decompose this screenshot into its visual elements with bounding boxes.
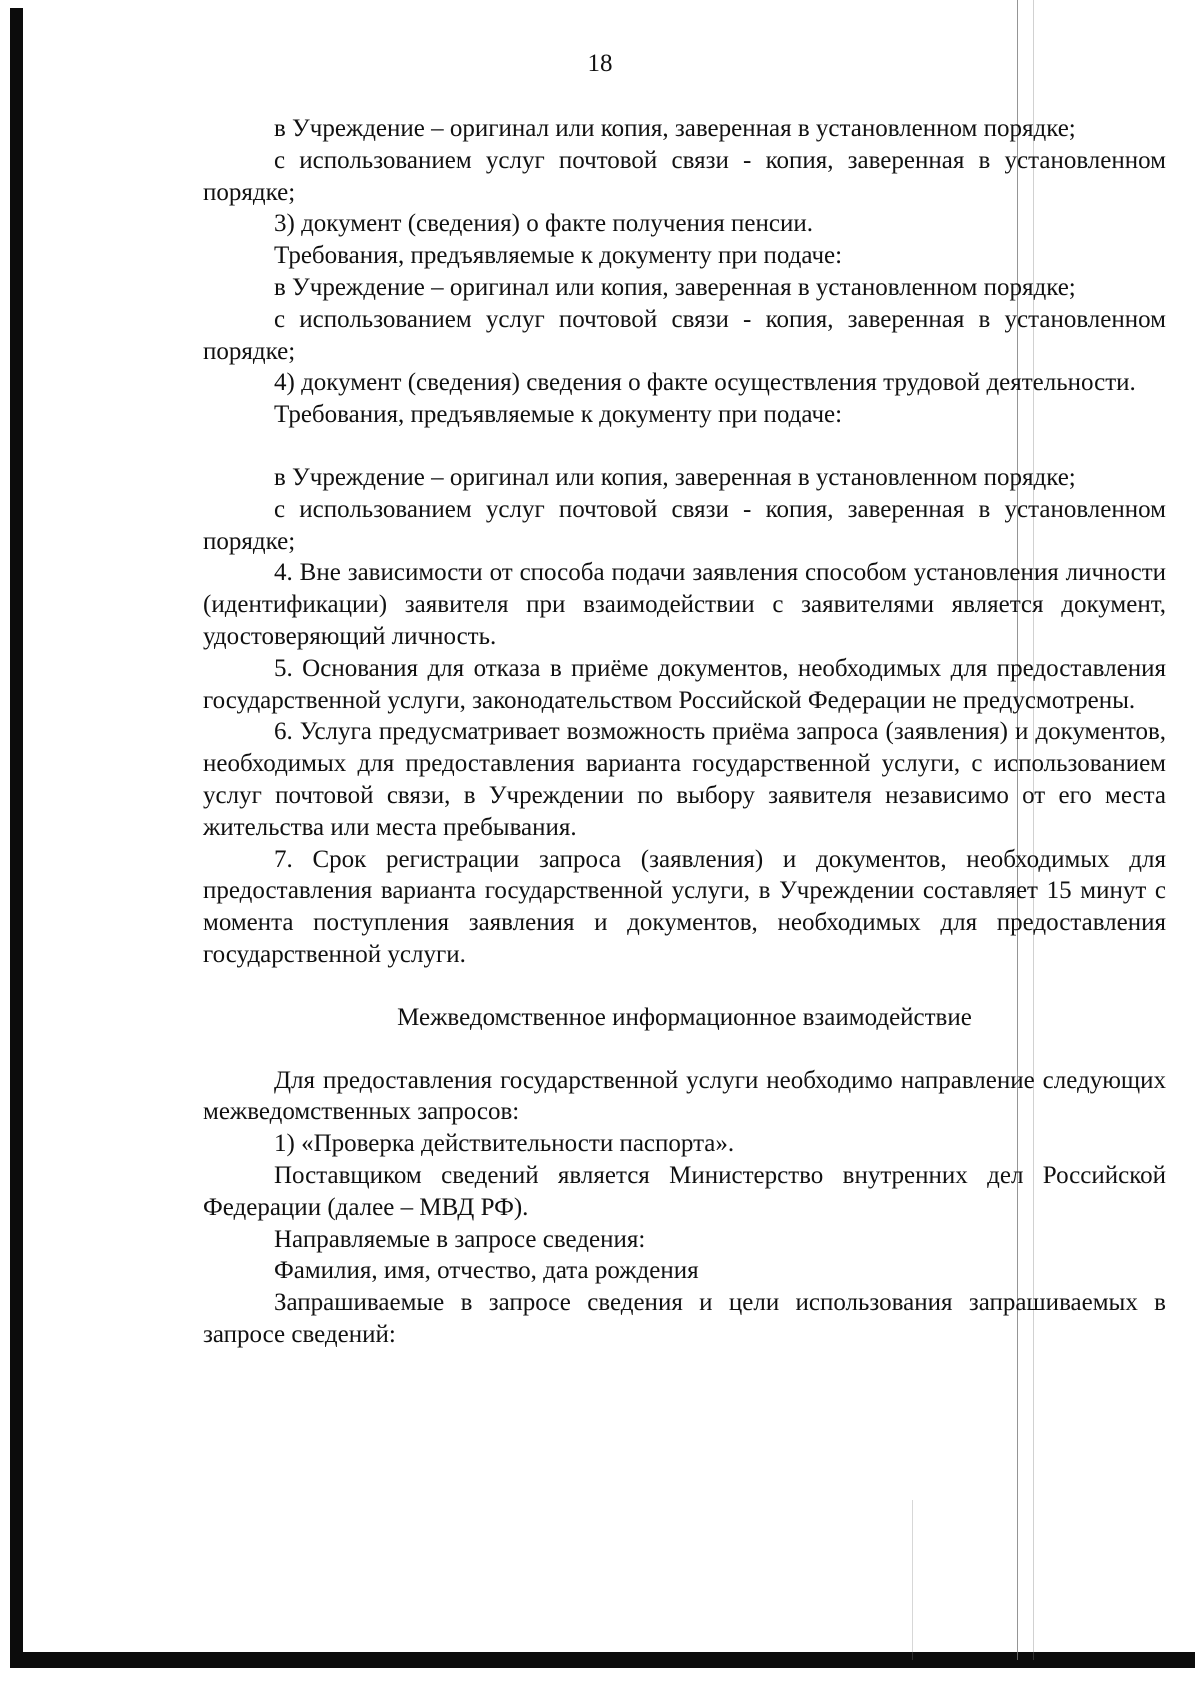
paragraph: Для предоставления государственной услуги необходимо направление следующих межведомственных запросов: xyxy=(203,1066,1166,1126)
paragraph: в Учреждение – оригинал или копия, заверенная в установленном порядке; xyxy=(274,463,1076,491)
paragraph: Запрашиваемые в запросе сведения и цели использования запрашиваемых в запросе сведений: xyxy=(203,1289,1166,1348)
paragraph: Фамилия, имя, отчество, дата рождения xyxy=(274,1257,699,1285)
paragraph: 7. Срок регистрации запроса (заявления) и документов, необходимых для предоставления варианта государственной услуги, в Учреждении составляет 15 минут с момента поступления заявления и документов, необходимых для предоставления государственной услуги. xyxy=(203,845,1166,968)
paragraph: Поставщиком сведений является Министерство внутренних дел Российской Федерации (далее – МВД РФ). xyxy=(203,1161,1166,1221)
paragraph: Требования, предъявляемые к документу при подаче: xyxy=(274,401,843,429)
paragraph: 1) «Проверка действительности паспорта». xyxy=(274,1130,735,1158)
paragraph: с использованием услуг почтовой связи - копия, заверенная в установленном порядке; xyxy=(203,305,1166,365)
paragraph: в Учреждение – оригинал или копия, заверенная в установленном порядке; xyxy=(274,115,1076,142)
paragraph: Направляемые в запросе сведения: xyxy=(274,1225,646,1253)
paragraph: 4) документ (сведения) сведения о факте осуществления трудовой деятельности. xyxy=(274,369,1136,397)
scan-fold-line xyxy=(912,1500,913,1660)
paragraph: 6. Услуга предусматривает возможность приёма запроса (заявления) и документов, необходимых для предоставления варианта государственной услуги, с использованием услуг почтовой связи, в Учреждении по выбору заявителя независимо от его места жительства или места пребывания. xyxy=(203,718,1166,841)
section-heading: Межведомственное информационное взаимодействие xyxy=(397,1003,972,1031)
paragraph: в Учреждение – оригинал или копия, заверенная в установленном порядке; xyxy=(274,273,1076,301)
document-body xyxy=(203,113,1166,1351)
scan-border-left xyxy=(10,8,23,1668)
paragraph: с использованием услуг почтовой связи - копия, заверенная в установленном порядке; xyxy=(203,495,1166,555)
paragraph: 5. Основания для отказа в приёме документов, необходимых для предоставления государственной услуги, законодательством Российской Федерации не предусмотрены. xyxy=(203,654,1166,714)
paragraph: 4. Вне зависимости от способа подачи заявления способом установления личности (идентификации) заявителя при взаимодействии с заявителями является документ, удостоверяющий личность. xyxy=(203,559,1166,650)
paragraph: 3) документ (сведения) о факте получения пенсии. xyxy=(274,210,814,238)
paragraph: Требования, предъявляемые к документу при подаче: xyxy=(274,242,843,270)
page-number: 18 xyxy=(587,50,613,77)
paragraph: с использованием услуг почтовой связи - копия, заверенная в установленном порядке; xyxy=(203,146,1166,206)
